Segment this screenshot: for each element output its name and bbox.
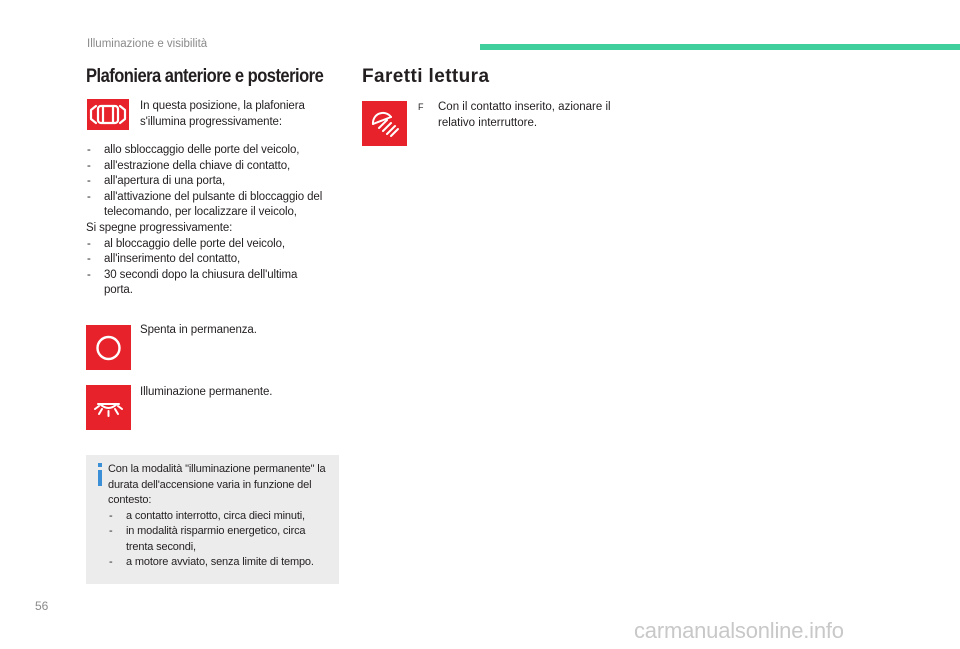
lamp-on-label: Illuminazione permanente. [140,386,273,398]
interior-lamp-door-icon [87,99,129,130]
off-conditions-list [86,237,336,299]
list-item: - a motore avviato, senza limite di tempo. [108,555,336,571]
reading-lamp-icon [362,101,407,146]
section-header: Illuminazione e visibilità [87,38,208,50]
lamp-off-label: Spenta in permanenza. [140,324,257,336]
watermark: carmanualsonline.info [634,618,844,643]
right-section-title: Faretti lettura [362,66,490,87]
lamp-off-icon [86,325,131,370]
instruction-text: Con il contatto inserito, azionare il relativo interruttore. [438,101,611,129]
header-accent-bar [480,44,960,50]
list-item: - in modalità risparmio energetico, circa trenta secondi, [108,524,316,555]
list-item: - all'inserimento del contatto, [86,252,336,268]
intro-text: In questa posizione, la plafoniera s'illumina progressivamente: [140,100,305,128]
list-item: - a contatto interrotto, circa dieci minuti, [108,509,336,525]
info-paragraph: Con la modalità "illuminazione permanente" la durata dell'accensione varia in funzione del contesto: [108,463,326,506]
list-item: - al bloccaggio delle porte del veicolo, [86,237,336,253]
list-item: - 30 secondi dopo la chiusura dell'ultima porta. [86,268,319,299]
page-number: 56 [35,599,49,613]
left-section-title: Plafoniera anteriore e posteriore [86,66,324,87]
bullet-marker: F [418,102,424,112]
off-heading: Si spegne progressivamente: [86,222,233,234]
list-item: - allo sbloccaggio delle porte del veicolo, [86,143,346,159]
list-item: - all'estrazione della chiave di contatto, [86,159,346,175]
list-item: - all'apertura di una porta, [86,174,346,190]
info-icon [95,463,105,487]
on-conditions-list [86,143,346,221]
lamp-on-icon [86,385,131,430]
info-text-block [108,462,336,571]
list-item: - all'attivazione del pulsante di bloccaggio del telecomando, per localizzare il veicolo, [86,190,346,221]
